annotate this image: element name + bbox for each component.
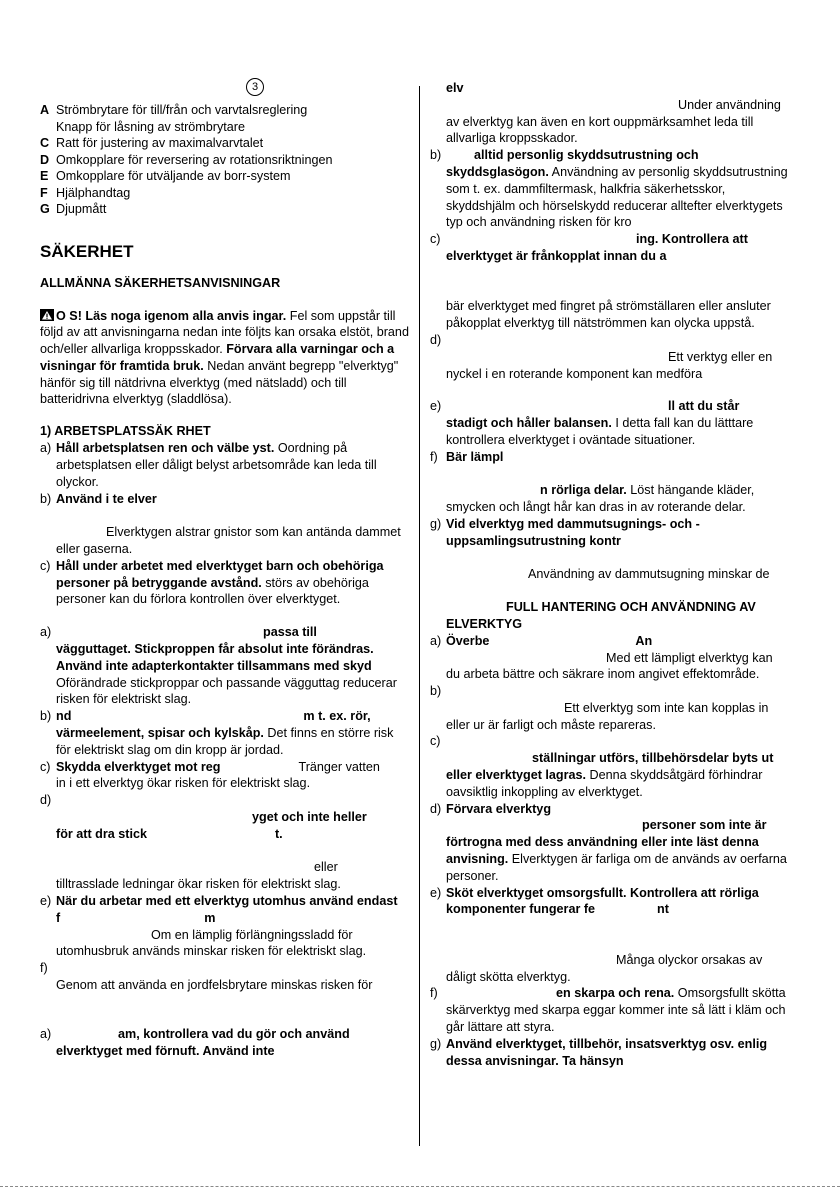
list-item: c) Skydda elverktyget mot reg Tränger vatten in i ett elverktyg ökar risken för elektriskt slag. — [40, 759, 380, 791]
list-item: e) ll att du står stadigt och håller balansen. I detta fall kan du lätttare kontrollera elverktyget i oväntade situationer. — [430, 399, 754, 447]
list-item: a) passa till vägguttaget. Stickproppen får absolut inte förändras. Använd inte adapterkontakter tillsammans med skyd Oförändrade stickproppar och passande vägguttag reducerar risken för elektriskt slag. — [40, 625, 397, 707]
column-divider — [419, 86, 420, 1146]
list-item: c) ställningar utförs, tillbehörsdelar byts ut eller elverktyget lagras. Denna skyddsåtgärd förhindrar oavsiktlig inkoppling av elverktyget. — [430, 734, 774, 799]
part-item: Knapp för låsning av strömbrytare — [56, 119, 245, 134]
parts-list — [40, 102, 410, 218]
list-item: g) Använd elverktyget, tillbehör, insatsverktyg osv. enlig dessa anvisningar. Ta hänsyn — [430, 1036, 768, 1068]
list-item: f) Genom att använda en jordfelsbrytare minskas risken för — [40, 961, 373, 992]
list-item: b) nd m t. ex. rör, värmeelement, spisar och kylskåp. Det finns en större risk för elektriskt slag om din kropp är jordad. — [40, 709, 394, 757]
section1-title: 1) ARBETSPLATSSÄK RHET — [40, 424, 211, 439]
list-item: e) När du arbetar med ett elverktyg utomhus använd endast f m Om en lämplig förlängningssladd för utomhusbruk används minskar risken för elektriskt slag. — [40, 894, 398, 959]
warning-icon — [40, 309, 54, 321]
part-item: F Hjälphandtag — [40, 185, 131, 200]
list-item: d) yget och inte heller för att dra stick t. eller tilltrasslade ledningar ökar risken för elektriskt slag. — [40, 793, 367, 892]
page-number-circle: 3 — [246, 78, 264, 96]
list-item: a) am, kontrollera vad du gör och använd elverktyget med förnuft. Använd inte — [40, 1026, 350, 1058]
list-item: b) Ett elverktyg som inte kan kopplas in eller ur är farligt och måste repareras. — [430, 684, 769, 732]
subsection-heading: ALLMÄNNA SÄKERHETSANVISNINGAR — [40, 275, 281, 290]
list-item: a) Håll arbetsplatsen ren och välbe yst. Oordning på arbetsplatsen eller dåligt belyst arbetsområde kan leda till olyckor. — [40, 441, 377, 489]
right-column — [430, 80, 798, 1069]
left-column — [40, 78, 410, 1059]
page-number — [100, 78, 410, 102]
list-item: b) alltid personlig skyddsutrustning och skyddsglasögon. Användning av personlig skyddsutrustning som t. ex. dammfiltermask, halkfria säkerhetsskor, skyddshjälm och hörselskydd reducerar alltefter elverktygets typ och användning risken för kro — [430, 148, 788, 230]
bottom-rule — [0, 1186, 840, 1188]
list-item: c) Håll under arbetet med elverktyget barn och obehöriga personer på betryggande avstånd. störs av obehöriga personer kan du förlora kontrollen över elverktyget. — [40, 558, 384, 607]
list-item: c) ing. Kontrollera att elverktyget är frånkopplat innan du a bär elverktyget med fingret på strömställaren eller ansluter påkopplat elverktyg till nätströmmen kan olycka uppstå. — [430, 232, 771, 331]
part-item: E Omkopplare för utväljande av borr-system — [40, 169, 291, 183]
part-item: C Ratt för justering av maximalvarvtalet — [40, 136, 264, 150]
list-item: b) Använd i te elver Elverktygen alstrar gnistor som kan antända dammet eller gaserna. — [40, 491, 401, 557]
part-item: G Djupmått — [40, 202, 107, 216]
section-heading: SÄKERHET — [40, 241, 134, 261]
intro-paragraph: O S! Läs noga igenom alla anvis ingar. Fel som uppstår till följd av att anvisningarna nedan inte följts kan orsaka elstöt, brand och/eller allvarliga kroppsskador. Förvara alla varningar och a visningar för framtida bruk. Nedan använt begrepp "elverktyg" hänför sig till nätdrivna elverktyg (med nätsladd) och till batteridrivna elverktyg (sladdlösa). — [40, 308, 409, 407]
list-item: e) Sköt elverktyget omsorgsfullt. Kontrollera att rörliga komponenter fungerar fe nt Många olyckor orsakas av dåligt skötta elverktyg. — [430, 885, 763, 984]
list-item: d) Förvara elverktyg personer som inte är förtrogna med dess användning eller inte läst denna anvisning. Elverktygen är farliga om de används av oerfarna personer. — [430, 801, 787, 883]
section4-title: FULL HANTERING OCH ANVÄNDNING AV ELVERKTYG — [446, 600, 756, 631]
list-item: g) Vid elverktyg med dammutsugnings- och -uppsamlingsutrustning kontr Användning av dammutsugning minskar de — [430, 516, 770, 582]
part-item: D Omkopplare för reversering av rotationsriktningen — [40, 152, 333, 167]
part-item: A Strömbrytare för till/från och varvtalsreglering — [40, 103, 308, 117]
list-item: elv Under användning av elverktyg kan även en kort ouppmärksamhet leda till allvarliga kroppsskador. — [446, 81, 781, 146]
list-item: f) en skarpa och rena. Omsorgsfullt skötta skärverktyg med skarpa eggar kommer inte så lätt i kläm och går lättare att styra. — [430, 986, 786, 1035]
list-item: f) Bär lämpl n rörliga delar. Löst hängande kläder, smycken och långt hår kan dras in av roterande delar. — [430, 449, 755, 515]
list-item: a) Överbe An Med ett lämpligt elverktyg kan du arbeta bättre och säkrare inom angivet effektområde. — [430, 633, 773, 682]
list-item: d) Ett verktyg eller en nyckel i en roterande komponent kan medföra — [430, 332, 773, 381]
